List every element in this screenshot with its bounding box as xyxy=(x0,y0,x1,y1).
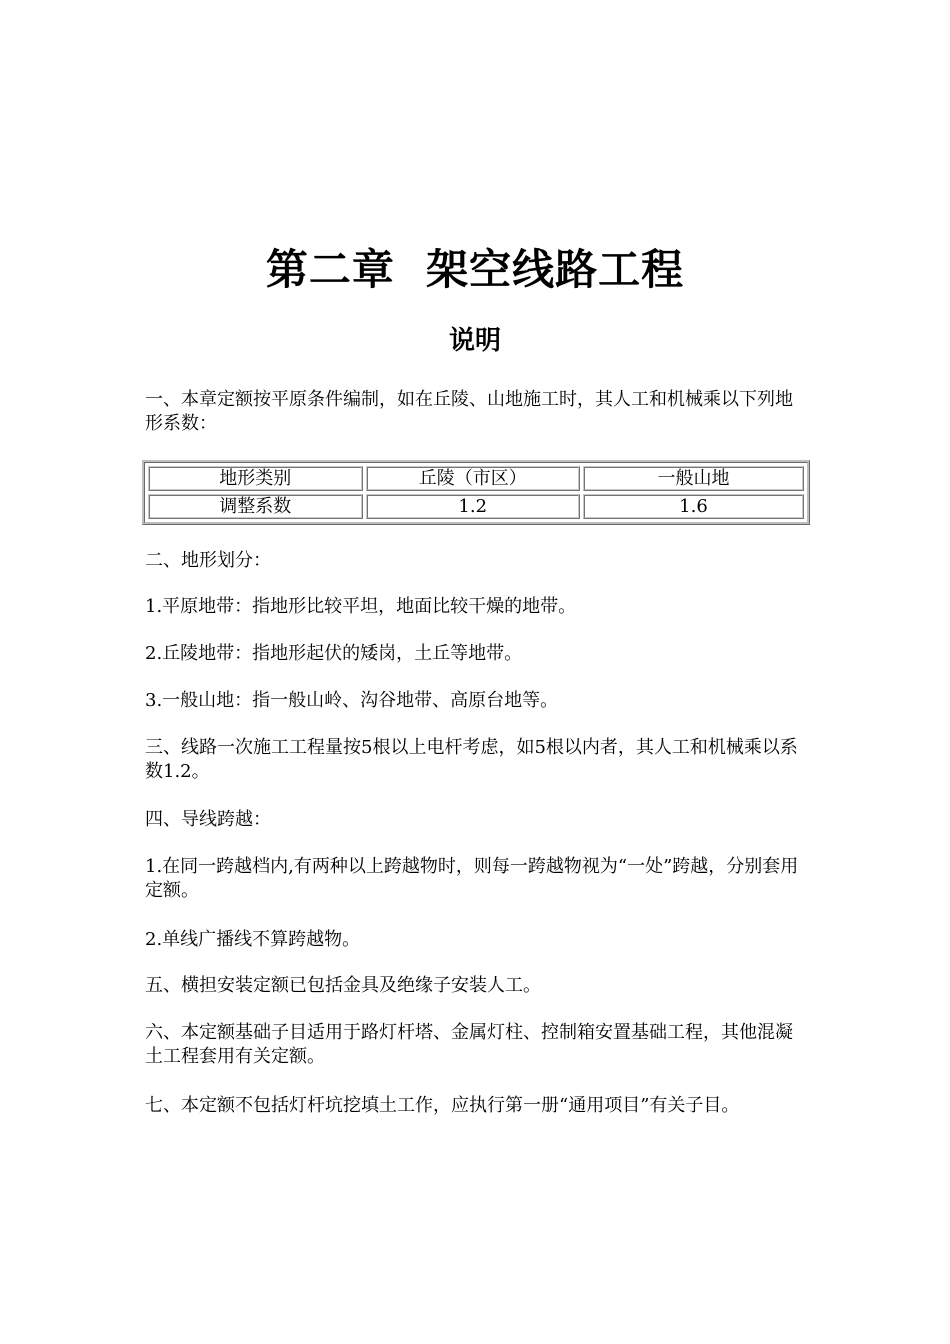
paragraph-crossarm: 五、横担安装定额已包括金具及绝缘子安装人工。 xyxy=(145,975,541,996)
paragraph-crossing-rule-2: 2.单线广播线不算跨越物。 xyxy=(145,929,361,950)
table-cell: 1.6 xyxy=(583,494,804,519)
paragraph-mountain: 3.一般山地：指一般山岭、沟谷地带、高原台地等。 xyxy=(145,690,559,711)
chapter-title: 第二章 架空线路工程 xyxy=(265,245,685,294)
paragraph-terrain-coefficient: 一、本章定额按平原条件编制，如在丘陵、山地施工时，其人工和机械乘以下列地形系数： xyxy=(145,389,793,434)
paragraph-crossing: 四、导线跨越： xyxy=(145,809,271,830)
table-cell: 调整系数 xyxy=(148,494,363,519)
paragraph-terrain-division: 二、地形划分： xyxy=(145,550,271,571)
paragraph-pole-count: 三、线路一次施工工程量按5根以上电杆考虑，如5根以内者，其人工和机械乘以系数1.2。 xyxy=(145,737,798,782)
paragraph-plain: 1.平原地带：指地形比较平坦，地面比较干燥的地带。 xyxy=(145,596,577,617)
table-row xyxy=(148,494,804,519)
table-cell: 1.2 xyxy=(366,494,581,519)
paragraph-excavation: 七、本定额不包括灯杆坑挖填土工作，应执行第一册“通用项目”有关子目。 xyxy=(145,1095,740,1116)
table-header-cell: 一般山地 xyxy=(583,466,804,491)
paragraph-foundation: 六、本定额基础子目适用于路灯杆塔、金属灯柱、控制箱安置基础工程，其他混凝土工程套用有关定额。 xyxy=(145,1022,793,1067)
table-header-cell: 丘陵（市区） xyxy=(366,466,581,491)
paragraph-hill: 2.丘陵地带：指地形起伏的矮岗，土丘等地带。 xyxy=(145,643,523,664)
table-header-cell: 地形类别 xyxy=(148,466,363,491)
section-subtitle: 说明 xyxy=(448,326,501,356)
terrain-coefficient-table xyxy=(142,460,810,525)
paragraph-crossing-rule-1: 1.在同一跨越档内,有两种以上跨越物时，则每一跨越物视为“一处”跨越，分别套用定额。 xyxy=(145,856,799,901)
table-header-row xyxy=(148,466,804,491)
